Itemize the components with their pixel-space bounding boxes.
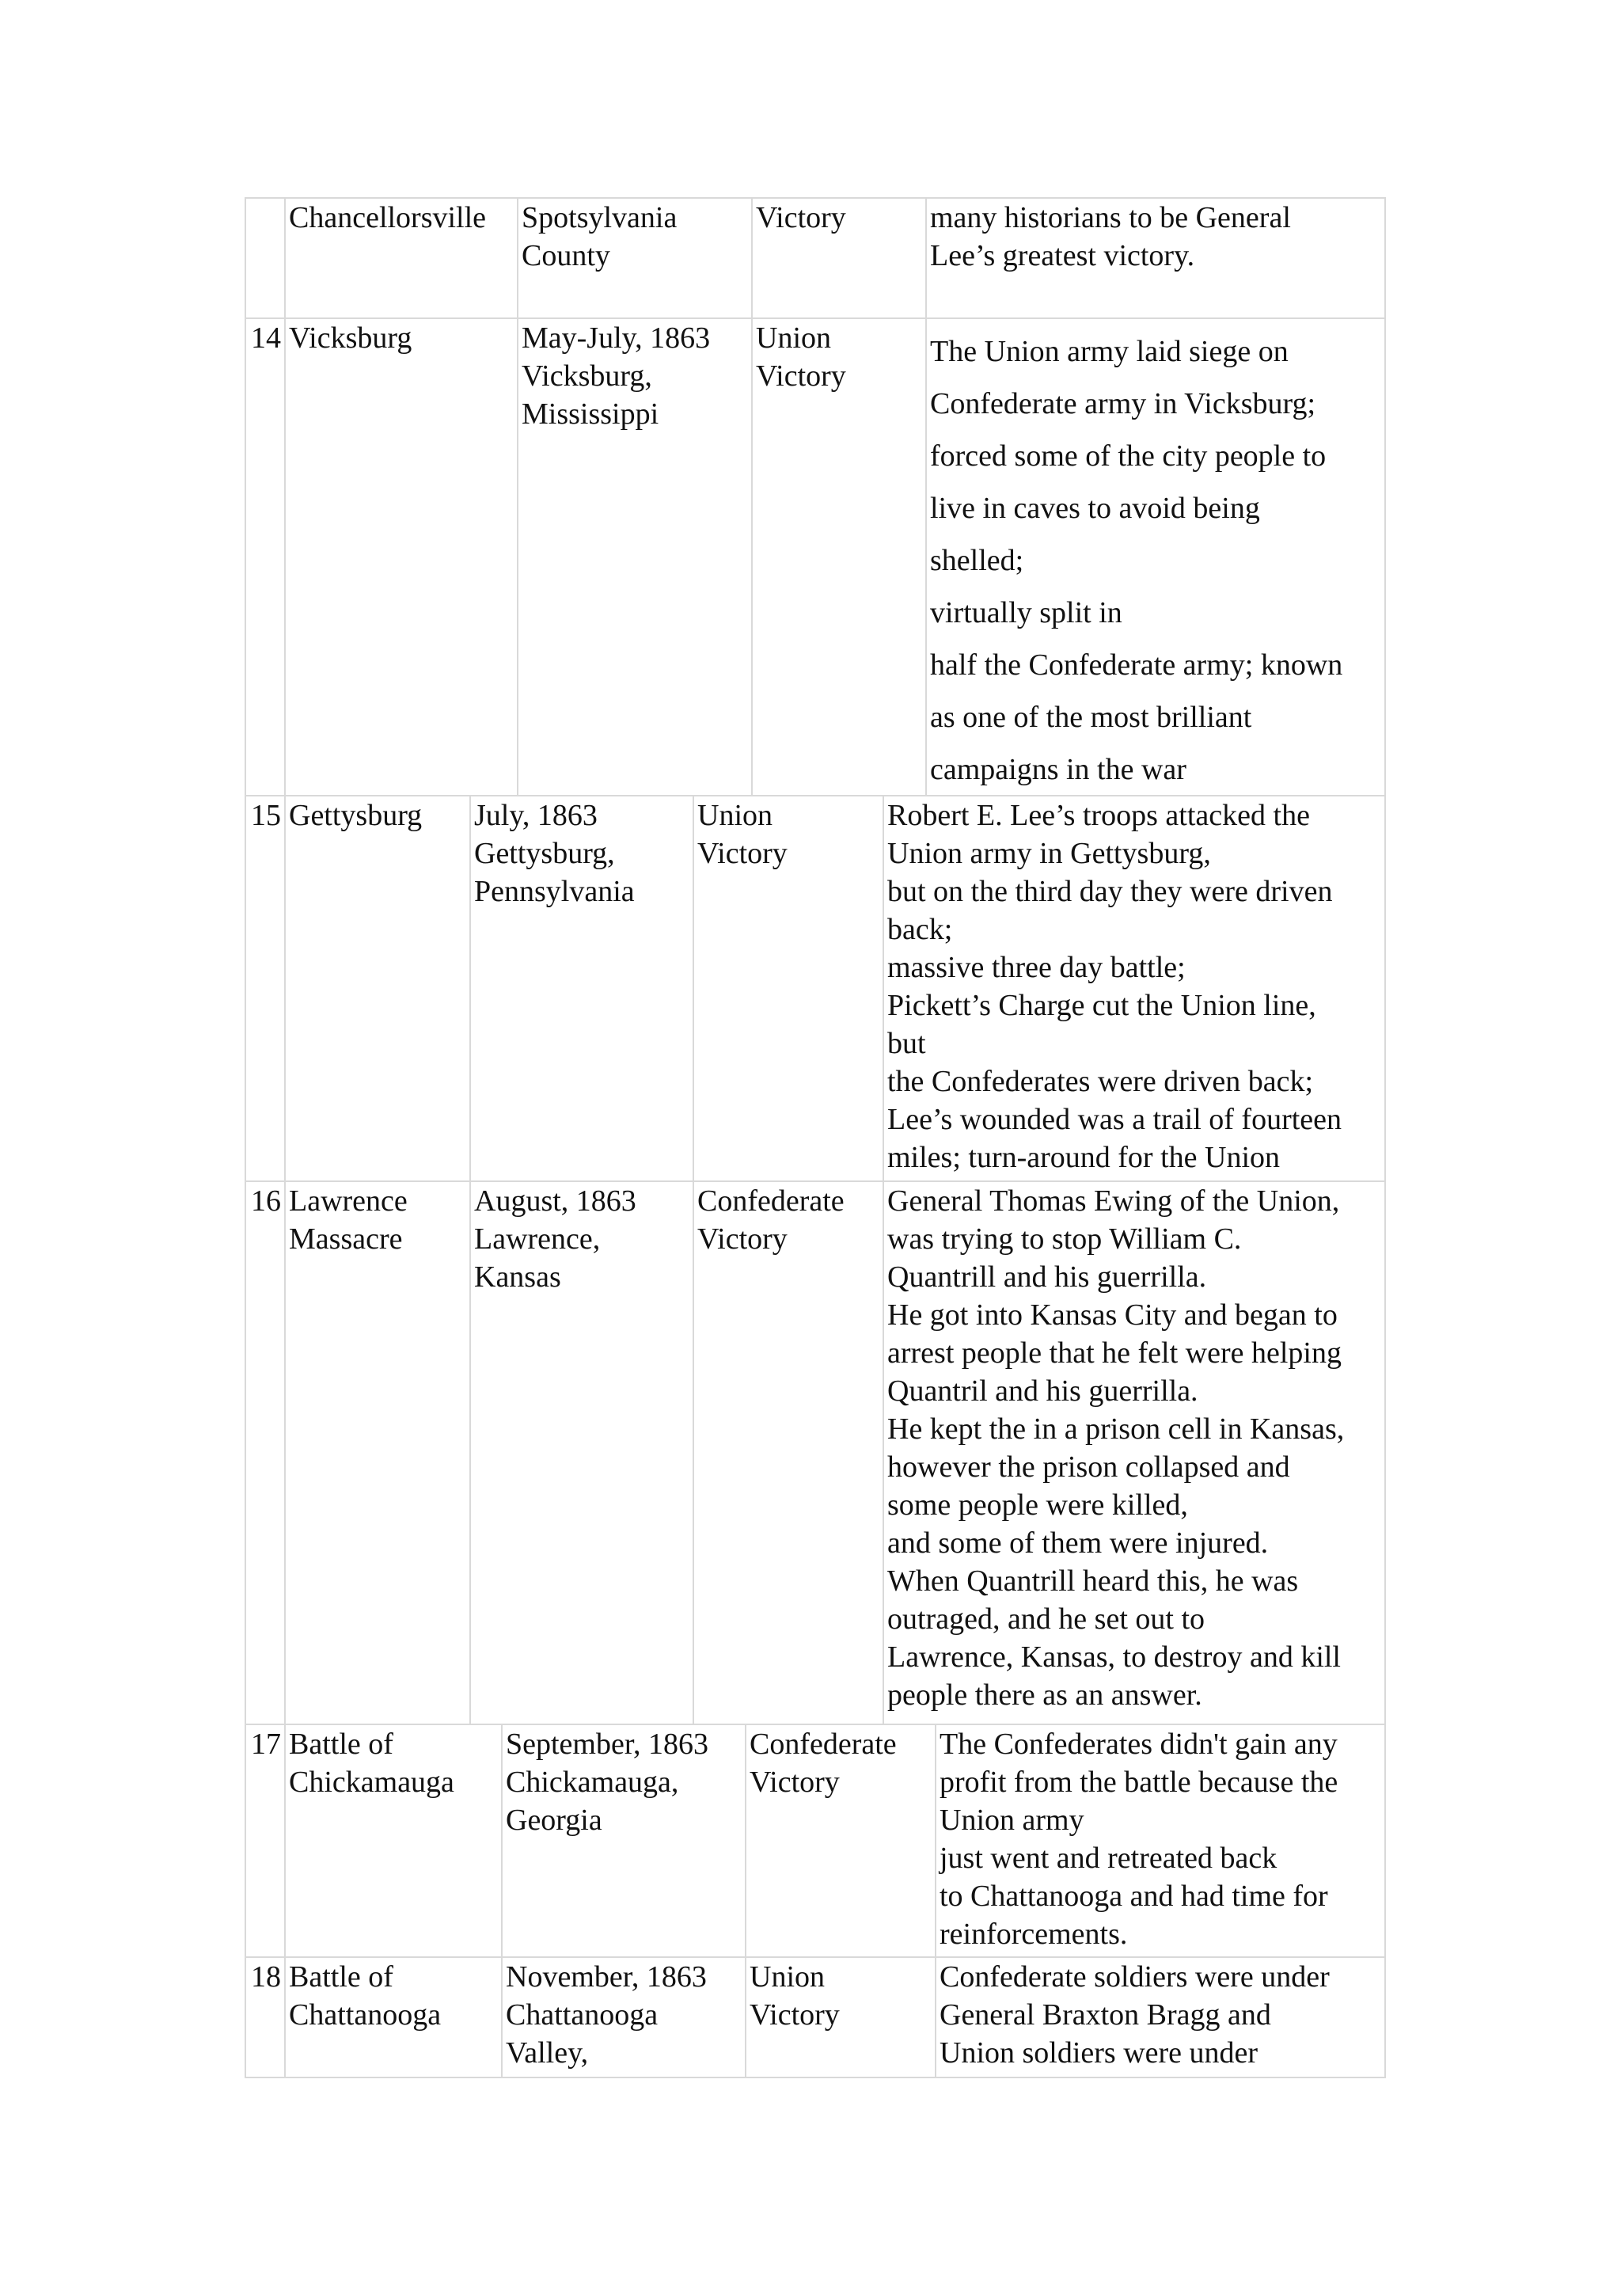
description-line: campaigns in the war xyxy=(930,753,1186,786)
description-line: outraged, and he set out to xyxy=(887,1602,1205,1636)
date-place-cell xyxy=(517,199,751,317)
description-line: Confederate army in Vicksburg; xyxy=(930,387,1316,420)
description-line: Robert E. Lee’s troops attacked the xyxy=(887,799,1310,832)
description-line: to Chattanooga and had time for xyxy=(940,1880,1328,1913)
description-line: reinforcements. xyxy=(940,1918,1128,1951)
description-line: General Braxton Bragg and xyxy=(940,1998,1271,2032)
description-cell xyxy=(883,1182,1386,1724)
description-line: General Thomas Ewing of the Union, xyxy=(887,1184,1340,1218)
description-line: many historians to be General xyxy=(930,201,1291,234)
row-number: 16 xyxy=(251,1184,281,1218)
row-number-cell xyxy=(246,796,284,1180)
date-place-line: Lawrence, xyxy=(474,1222,601,1256)
description-line: and some of them were injured. xyxy=(887,1526,1269,1560)
table-row xyxy=(245,319,1386,796)
description-line: miles; turn-around for the Union xyxy=(887,1141,1281,1174)
table-row xyxy=(245,1182,1386,1725)
date-place-cell xyxy=(469,796,693,1180)
row-number: 17 xyxy=(251,1728,281,1761)
battle-cell xyxy=(284,1958,501,2077)
description-line: Lawrence, Kansas, to destroy and kill xyxy=(887,1640,1341,1674)
date-place-line: Georgia xyxy=(506,1804,602,1837)
battle-name: Vicksburg xyxy=(289,321,412,355)
battle-cell xyxy=(284,1182,469,1724)
description-cell xyxy=(925,199,1384,317)
description-line: The Confederates didn't gain any xyxy=(940,1728,1338,1761)
outcome-text: Victory xyxy=(756,359,846,393)
description-line: the Confederates were driven back; xyxy=(887,1065,1314,1098)
outcome-cell xyxy=(745,1958,935,2077)
description-line: forced some of the city people to xyxy=(930,439,1327,473)
table-row xyxy=(245,197,1386,319)
outcome-text: Victory xyxy=(750,1998,840,2032)
date-place-cell xyxy=(501,1725,745,1956)
row-number-cell xyxy=(246,1182,284,1724)
description-line: When Quantrill heard this, he was xyxy=(887,1564,1299,1598)
description-line: was trying to stop William C. xyxy=(887,1222,1242,1256)
description-cell xyxy=(935,1958,1386,2077)
battle-name-line: Chickamauga xyxy=(289,1766,454,1799)
date-place-line: Mississippi xyxy=(522,397,659,431)
description-line: He kept the in a prison cell in Kansas, xyxy=(887,1412,1345,1446)
description-line: profit from the battle because the xyxy=(940,1766,1338,1799)
outcome-text: Victory xyxy=(756,201,846,234)
date-place-cell xyxy=(469,1182,693,1724)
description-line: shelled; xyxy=(930,544,1024,577)
outcome-cell xyxy=(693,796,883,1180)
date-place-line: Valley, xyxy=(506,2036,589,2070)
description-line: virtually split in xyxy=(930,596,1122,629)
description-line: The Union army laid siege on xyxy=(930,335,1289,368)
description-line: some people were killed, xyxy=(887,1488,1188,1522)
battle-name-line: Battle of xyxy=(289,1728,393,1761)
battle-cell xyxy=(284,319,517,795)
table-row xyxy=(245,1725,1386,1958)
row-number-cell xyxy=(246,1958,284,2077)
battle-cell xyxy=(284,796,469,1180)
description-line: people there as an answer. xyxy=(887,1678,1202,1712)
description-line: massive three day battle; xyxy=(887,951,1186,984)
description-line: as one of the most brilliant xyxy=(930,701,1252,734)
description-line: arrest people that he felt were helping xyxy=(887,1336,1342,1370)
outcome-cell xyxy=(745,1725,935,1956)
date-place-line: Chattanooga xyxy=(506,1998,659,2032)
outcome-text: Union xyxy=(697,799,773,832)
date-place-line: Pennsylvania xyxy=(474,875,635,908)
row-number: 18 xyxy=(251,1960,281,1994)
description-line: He got into Kansas City and began to xyxy=(887,1298,1338,1332)
row-number-cell xyxy=(246,319,284,795)
battle-name-line: Chattanooga xyxy=(289,1998,442,2032)
date-place-cell xyxy=(501,1958,745,2077)
battle-cell xyxy=(284,1725,501,1956)
battle-name-line: Massacre xyxy=(289,1222,403,1256)
description-line: Lee’s greatest victory. xyxy=(930,239,1195,272)
outcome-cell xyxy=(693,1182,883,1724)
outcome-text: Victory xyxy=(697,837,788,870)
row-number: 15 xyxy=(251,799,281,832)
date-place-line: Vicksburg, xyxy=(522,359,652,393)
description-line: Union army in Gettysburg, xyxy=(887,837,1211,870)
description-line: Confederate soldiers were under xyxy=(940,1960,1330,1994)
date-place-line: Gettysburg, xyxy=(474,837,615,870)
date-place-line: November, 1863 xyxy=(506,1960,707,1994)
description-cell xyxy=(925,319,1384,795)
date-place-line: September, 1863 xyxy=(506,1728,708,1761)
battle-name-line: Battle of xyxy=(289,1960,393,1994)
description-line: live in caves to avoid being xyxy=(930,492,1260,525)
description-line: half the Confederate army; known xyxy=(930,648,1343,682)
table-row xyxy=(245,796,1386,1182)
battle-name: Gettysburg xyxy=(289,799,423,832)
outcome-text: Victory xyxy=(697,1222,788,1256)
outcome-text: Confederate xyxy=(697,1184,845,1218)
description-line: Lee’s wounded was a trail of fourteen xyxy=(887,1103,1342,1136)
outcome-text: Union xyxy=(756,321,831,355)
date-place-line: County xyxy=(522,239,610,272)
date-place-line: Kansas xyxy=(474,1260,561,1294)
description-line: Pickett’s Charge cut the Union line, xyxy=(887,989,1316,1022)
row-number-cell xyxy=(246,199,284,317)
row-number: 14 xyxy=(251,321,281,355)
description-line: but xyxy=(887,1027,926,1060)
date-place-line: July, 1863 xyxy=(474,799,598,832)
outcome-text: Victory xyxy=(750,1766,840,1799)
description-line: however the prison collapsed and xyxy=(887,1450,1290,1484)
outcome-cell xyxy=(751,199,925,317)
battle-name: Chancellorsville xyxy=(289,201,487,234)
description-line: just went and retreated back xyxy=(940,1842,1277,1875)
description-line: Union army xyxy=(940,1804,1084,1837)
date-place-cell xyxy=(517,319,751,795)
battle-name-line: Lawrence xyxy=(289,1184,408,1218)
description-cell xyxy=(935,1725,1386,1956)
row-number-cell xyxy=(246,1725,284,1956)
battle-cell xyxy=(284,199,517,317)
table-row xyxy=(245,1958,1386,2078)
outcome-text: Union xyxy=(750,1960,825,1994)
description-line: Quantril and his guerrilla. xyxy=(887,1374,1198,1408)
date-place-line: Spotsylvania xyxy=(522,201,678,234)
description-line: back; xyxy=(887,913,953,946)
description-line: Union soldiers were under xyxy=(940,2036,1258,2070)
date-place-line: Chickamauga, xyxy=(506,1766,679,1799)
description-cell xyxy=(883,796,1386,1180)
date-place-line: May-July, 1863 xyxy=(522,321,711,355)
description-line: but on the third day they were driven xyxy=(887,875,1333,908)
date-place-line: August, 1863 xyxy=(474,1184,636,1218)
description-line: Quantrill and his guerrilla. xyxy=(887,1260,1207,1294)
outcome-cell xyxy=(751,319,925,795)
outcome-text: Confederate xyxy=(750,1728,897,1761)
